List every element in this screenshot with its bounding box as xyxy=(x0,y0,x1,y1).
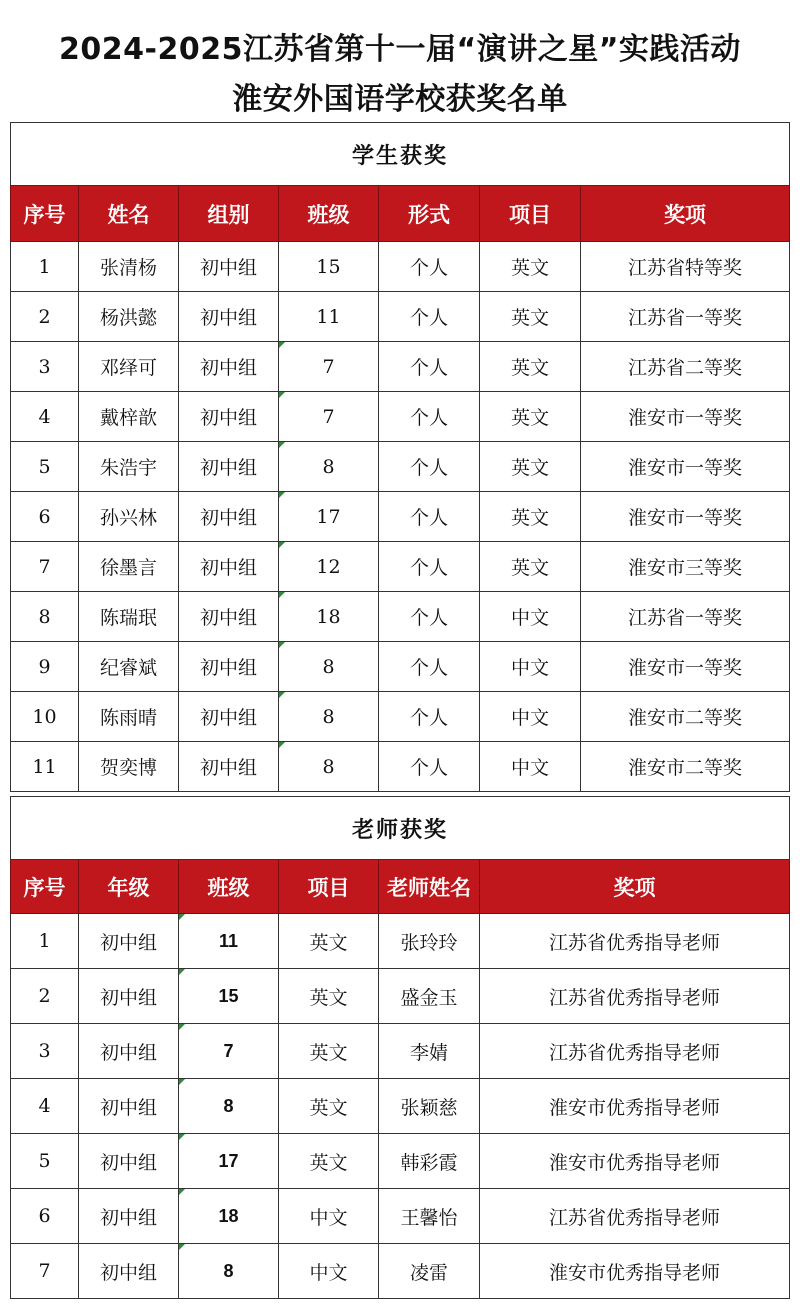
column-header: 奖项 xyxy=(480,860,790,914)
table-cell: 11 xyxy=(279,292,379,342)
column-header: 班级 xyxy=(279,186,379,242)
table-cell: 8 xyxy=(179,1244,279,1299)
table-row xyxy=(11,969,790,1024)
table-cell: 戴梓歆 xyxy=(79,392,179,442)
table-cell: 江苏省一等奖 xyxy=(581,592,790,642)
table-cell: 9 xyxy=(11,642,79,692)
table-cell: 英文 xyxy=(279,969,379,1024)
table-row xyxy=(11,642,790,692)
column-header: 项目 xyxy=(480,186,581,242)
table-cell: 初中组 xyxy=(179,342,279,392)
table-cell: 个人 xyxy=(379,642,480,692)
table-cell: 陈雨晴 xyxy=(79,692,179,742)
table-cell: 朱浩宇 xyxy=(79,442,179,492)
table-header-row xyxy=(11,860,790,914)
table-cell: 江苏省二等奖 xyxy=(581,342,790,392)
column-header: 奖项 xyxy=(581,186,790,242)
table-cell: 个人 xyxy=(379,542,480,592)
table-cell: 3 xyxy=(11,1024,79,1079)
table-cell: 3 xyxy=(11,342,79,392)
column-header: 形式 xyxy=(379,186,480,242)
table-cell: 初中组 xyxy=(179,392,279,442)
table-row xyxy=(11,342,790,392)
table-cell: 英文 xyxy=(480,292,581,342)
section-title: 学生获奖 xyxy=(11,123,790,186)
column-header: 序号 xyxy=(11,186,79,242)
table-row xyxy=(11,1189,790,1244)
table-cell: 中文 xyxy=(480,742,581,792)
table-cell: 初中组 xyxy=(179,692,279,742)
table-cell: 淮安市一等奖 xyxy=(581,642,790,692)
table-cell: 徐墨言 xyxy=(79,542,179,592)
table-cell: 7 xyxy=(11,542,79,592)
table-cell: 初中组 xyxy=(179,292,279,342)
table-cell: 初中组 xyxy=(79,1189,179,1244)
table-cell: 初中组 xyxy=(179,642,279,692)
table-cell: 英文 xyxy=(279,1024,379,1079)
table-cell: 5 xyxy=(11,442,79,492)
table-cell: 中文 xyxy=(480,642,581,692)
section-title: 老师获奖 xyxy=(11,797,790,860)
table-header-row xyxy=(11,186,790,242)
table-cell: 初中组 xyxy=(79,914,179,969)
table-cell: 初中组 xyxy=(179,442,279,492)
column-header: 班级 xyxy=(179,860,279,914)
table-cell: 11 xyxy=(11,742,79,792)
table-row xyxy=(11,492,790,542)
table-cell: 1 xyxy=(11,242,79,292)
table-cell: 盛金玉 xyxy=(379,969,480,1024)
section-header-teachers xyxy=(11,797,790,860)
table-cell: 陈瑞珉 xyxy=(79,592,179,642)
column-header: 序号 xyxy=(11,860,79,914)
table-row xyxy=(11,742,790,792)
column-header: 组别 xyxy=(179,186,279,242)
table-cell: 中文 xyxy=(480,692,581,742)
table-cell: 初中组 xyxy=(79,969,179,1024)
table-cell: 个人 xyxy=(379,342,480,392)
table-cell: 孙兴林 xyxy=(79,492,179,542)
table-cell: 个人 xyxy=(379,242,480,292)
table-cell: 5 xyxy=(11,1134,79,1189)
table-cell: 初中组 xyxy=(79,1024,179,1079)
table-cell: 英文 xyxy=(279,1079,379,1134)
table-cell: 初中组 xyxy=(79,1079,179,1134)
table-cell: 8 xyxy=(179,1079,279,1134)
page-title: 2024-2025江苏省第十一届“演讲之星”实践活动 xyxy=(59,32,741,67)
table-cell: 个人 xyxy=(379,492,480,542)
table-cell: 凌雷 xyxy=(379,1244,480,1299)
table-cell: 江苏省优秀指导老师 xyxy=(480,1024,790,1079)
table-cell: 4 xyxy=(11,1079,79,1134)
table-cell: 7 xyxy=(179,1024,279,1079)
table-cell: 6 xyxy=(11,492,79,542)
table-cell: 淮安市一等奖 xyxy=(581,492,790,542)
table-cell: 1 xyxy=(11,914,79,969)
table-cell: 江苏省优秀指导老师 xyxy=(480,1189,790,1244)
table-cell: 英文 xyxy=(279,914,379,969)
column-header: 姓名 xyxy=(79,186,179,242)
table-cell: 杨洪懿 xyxy=(79,292,179,342)
table-row xyxy=(11,1079,790,1134)
table-cell: 8 xyxy=(279,742,379,792)
section-header-students xyxy=(11,123,790,186)
table-cell: 张颖慈 xyxy=(379,1079,480,1134)
table-cell: 2 xyxy=(11,969,79,1024)
table-row xyxy=(11,292,790,342)
table-cell: 个人 xyxy=(379,392,480,442)
table-cell: 8 xyxy=(279,642,379,692)
table-cell: 7 xyxy=(279,342,379,392)
table-cell: 江苏省一等奖 xyxy=(581,292,790,342)
table-cell: 中文 xyxy=(480,592,581,642)
table-cell: 英文 xyxy=(480,342,581,392)
table-cell: 初中组 xyxy=(179,742,279,792)
table-cell: 英文 xyxy=(279,1134,379,1189)
table-cell: 淮安市二等奖 xyxy=(581,692,790,742)
table-cell: 韩彩霞 xyxy=(379,1134,480,1189)
table-cell: 江苏省特等奖 xyxy=(581,242,790,292)
table-cell: 17 xyxy=(279,492,379,542)
table-cell: 11 xyxy=(179,914,279,969)
table-cell: 江苏省优秀指导老师 xyxy=(480,969,790,1024)
teacher-awards-table xyxy=(10,796,790,1299)
table-cell: 初中组 xyxy=(179,242,279,292)
table-cell: 个人 xyxy=(379,742,480,792)
table-cell: 15 xyxy=(179,969,279,1024)
table-cell: 纪睿斌 xyxy=(79,642,179,692)
table-cell: 贺奕博 xyxy=(79,742,179,792)
table-cell: 初中组 xyxy=(179,492,279,542)
table-row xyxy=(11,1024,790,1079)
table-cell: 8 xyxy=(279,442,379,492)
column-header: 项目 xyxy=(279,860,379,914)
table-cell: 初中组 xyxy=(79,1134,179,1189)
table-cell: 2 xyxy=(11,292,79,342)
page-subtitle: 淮安外国语学校获奖名单 xyxy=(232,82,568,117)
table-cell: 英文 xyxy=(480,492,581,542)
table-cell: 7 xyxy=(11,1244,79,1299)
table-cell: 英文 xyxy=(480,442,581,492)
table-cell: 个人 xyxy=(379,442,480,492)
table-cell: 淮安市优秀指导老师 xyxy=(480,1079,790,1134)
table-cell: 英文 xyxy=(480,242,581,292)
table-cell: 个人 xyxy=(379,292,480,342)
table-cell: 15 xyxy=(279,242,379,292)
table-cell: 4 xyxy=(11,392,79,442)
table-cell: 张清杨 xyxy=(79,242,179,292)
column-header: 年级 xyxy=(79,860,179,914)
table-cell: 张玲玲 xyxy=(379,914,480,969)
table-cell: 8 xyxy=(11,592,79,642)
table-row xyxy=(11,692,790,742)
table-cell: 淮安市一等奖 xyxy=(581,392,790,442)
table-cell: 初中组 xyxy=(79,1244,179,1299)
table-row xyxy=(11,1244,790,1299)
table-cell: 6 xyxy=(11,1189,79,1244)
table-cell: 17 xyxy=(179,1134,279,1189)
table-cell: 中文 xyxy=(279,1244,379,1299)
table-cell: 18 xyxy=(279,592,379,642)
table-cell: 18 xyxy=(179,1189,279,1244)
table-row xyxy=(11,542,790,592)
table-cell: 淮安市优秀指导老师 xyxy=(480,1244,790,1299)
table-cell: 淮安市三等奖 xyxy=(581,542,790,592)
table-cell: 初中组 xyxy=(179,592,279,642)
table-cell: 李婧 xyxy=(379,1024,480,1079)
table-cell: 淮安市二等奖 xyxy=(581,742,790,792)
table-cell: 个人 xyxy=(379,592,480,642)
column-header: 老师姓名 xyxy=(379,860,480,914)
table-cell: 10 xyxy=(11,692,79,742)
table-row xyxy=(11,392,790,442)
table-row xyxy=(11,442,790,492)
table-cell: 英文 xyxy=(480,542,581,592)
table-row xyxy=(11,592,790,642)
table-cell: 淮安市优秀指导老师 xyxy=(480,1134,790,1189)
table-cell: 王馨怡 xyxy=(379,1189,480,1244)
table-row xyxy=(11,914,790,969)
table-cell: 淮安市一等奖 xyxy=(581,442,790,492)
table-row xyxy=(11,1134,790,1189)
table-cell: 英文 xyxy=(480,392,581,442)
student-awards-table xyxy=(10,122,790,792)
table-cell: 个人 xyxy=(379,692,480,742)
table-cell: 江苏省优秀指导老师 xyxy=(480,914,790,969)
table-cell: 中文 xyxy=(279,1189,379,1244)
table-cell: 8 xyxy=(279,692,379,742)
table-row xyxy=(11,242,790,292)
table-cell: 7 xyxy=(279,392,379,442)
table-cell: 邓绎可 xyxy=(79,342,179,392)
table-cell: 12 xyxy=(279,542,379,592)
table-cell: 初中组 xyxy=(179,542,279,592)
